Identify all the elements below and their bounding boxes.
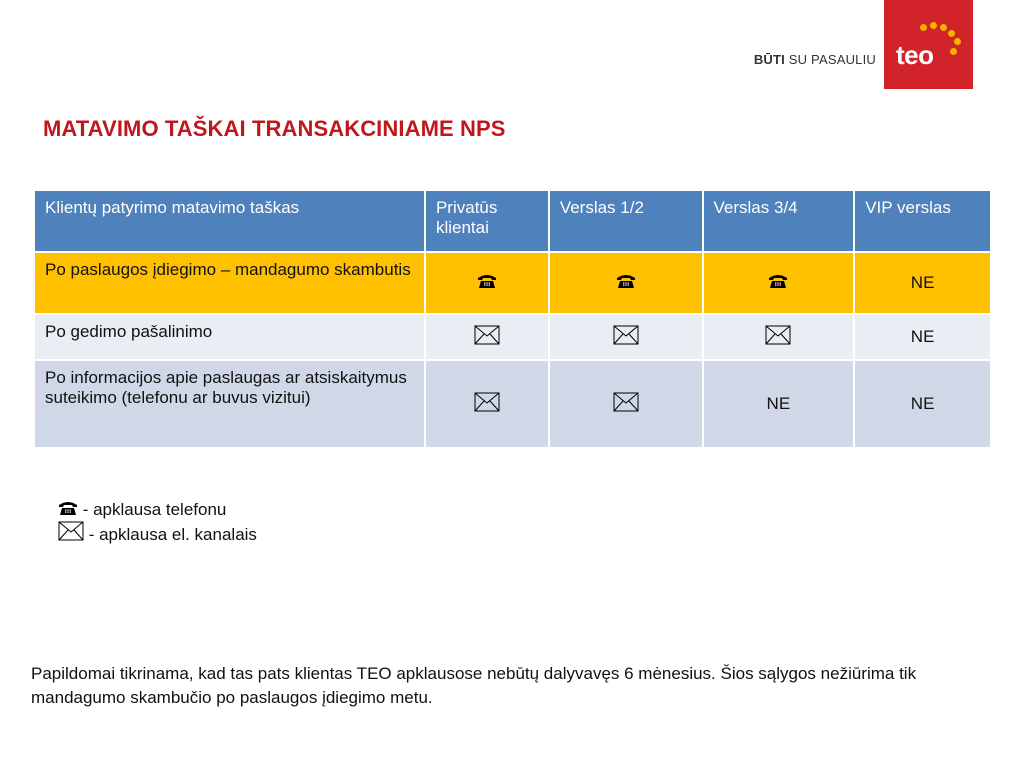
value-cell: NE [854,252,991,314]
logo-dot [940,24,947,31]
column-header: Privatūs klientai [425,190,549,252]
legend-item-envelope [58,521,257,546]
icon-cell [425,314,549,360]
icon-cell [703,314,855,360]
page-title: MATAVIMO TAŠKAI TRANSAKCINIAME NPS [43,116,506,141]
legend-phone-label: - apklausa telefonu [78,500,227,519]
legend-envelope-label: - apklausa el. kanalais [84,525,257,544]
envelope-icon [58,521,84,546]
table-header-row [34,190,991,252]
icon-cell [425,360,549,448]
column-header: Verslas 3/4 [703,190,855,252]
phone-icon [58,498,78,521]
legend-item-phone [58,498,257,521]
envelope-icon [613,392,639,417]
legend [58,498,257,546]
phone-icon [616,273,636,294]
value-cell: NE [854,360,991,448]
column-header: VIP verslas [854,190,991,252]
tagline [754,52,876,67]
envelope-icon [765,325,791,350]
logo-dot [930,22,937,29]
tagline-rest: SU PASAULIU [784,52,876,67]
logo-dot [920,24,927,31]
column-header: Verslas 1/2 [549,190,703,252]
envelope-icon [474,325,500,350]
icon-cell [549,252,703,314]
logo-dot [954,38,961,45]
nps-table [33,189,992,449]
envelope-icon [474,392,500,417]
table-row [34,314,991,360]
row-label: Po gedimo pašalinimo [34,314,425,360]
envelope-icon [613,325,639,350]
table-row [34,360,991,448]
icon-cell [549,314,703,360]
icon-cell [425,252,549,314]
value-cell: NE [703,360,855,448]
icon-cell [549,360,703,448]
icon-cell [703,252,855,314]
phone-icon [477,273,497,294]
footnote: Papildomai tikrinama, kad tas pats klientas TEO apklausose nebūtų dalyvavęs 6 mėnesius. Šios sąlygos nežiūrima tik mandagumo skambučio po paslaugos įdiegimo metu. [31,664,917,707]
table-row [34,252,991,314]
tagline-bold: BŪTI [753,52,785,67]
value-cell: NE [854,314,991,360]
column-header: Klientų patyrimo matavimo taškas [34,190,425,252]
row-label: Po informacijos apie paslaugas ar atsiskaitymus suteikimo (telefonu ar buvus vizitui) [34,360,425,448]
logo-dot [950,48,957,55]
phone-icon [768,273,788,294]
row-label: Po paslaugos įdiegimo – mandagumo skambutis [34,252,425,314]
teo-logo [884,0,973,89]
logo-text: teo [896,40,934,70]
logo-dot [948,30,955,37]
